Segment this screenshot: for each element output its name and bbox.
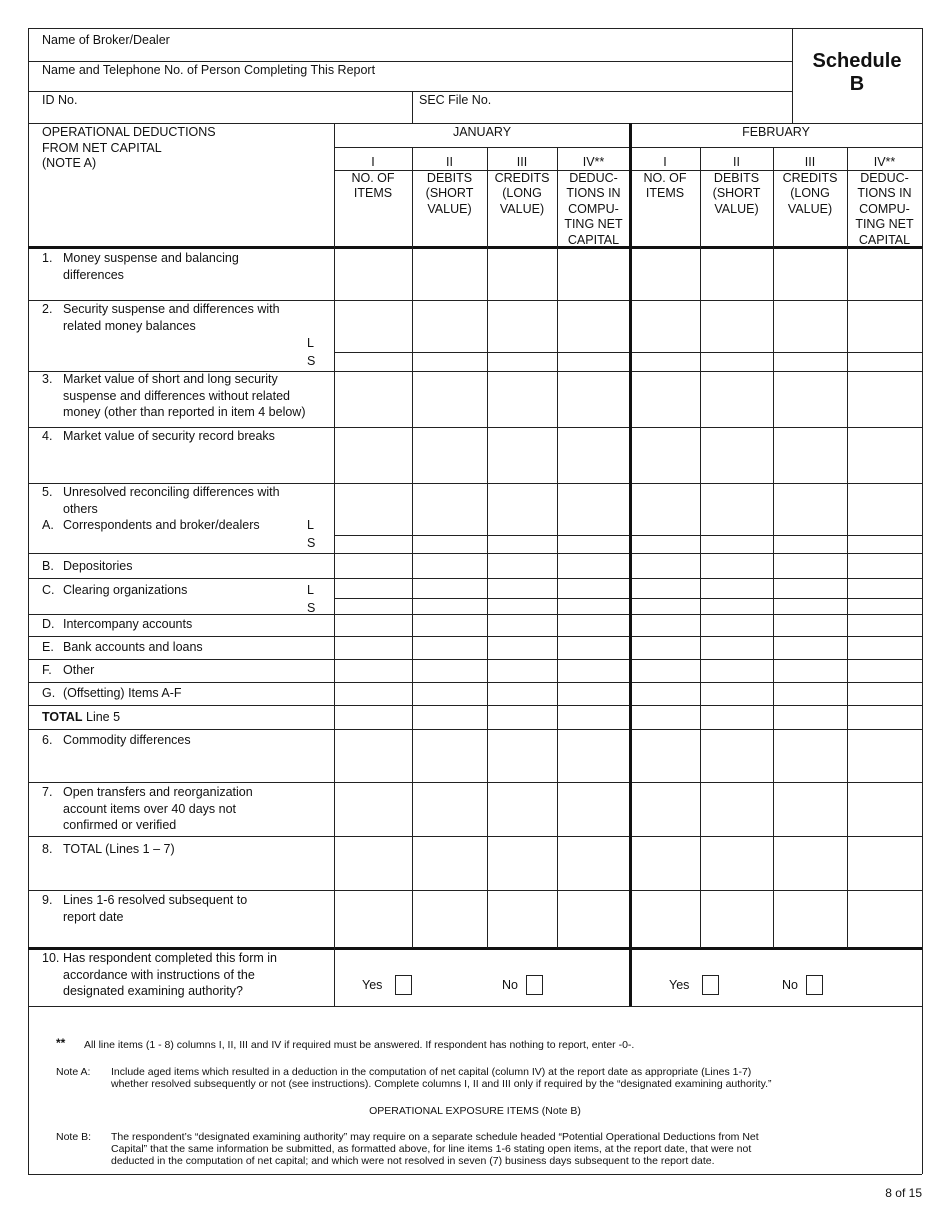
rule-line — [28, 705, 922, 706]
rule-line — [28, 682, 922, 683]
section-title-line: FROM NET CAPITAL — [42, 140, 162, 155]
schedule-title — [792, 50, 922, 96]
rule-line — [334, 123, 335, 1006]
column-header-line: DEDUC- — [569, 171, 618, 185]
column-header-line: VALUE) — [714, 201, 759, 216]
yes-checkbox-january[interactable] — [395, 975, 412, 995]
row-label-line: Security suspense and differences with — [63, 302, 280, 316]
row-label-line: account items over 40 days not — [63, 801, 237, 816]
rule-line — [28, 729, 922, 730]
row-label-line: money (other than reported in item 4 below) — [63, 405, 306, 420]
row-label-line: Money suspense and balancing — [63, 251, 239, 265]
row-label-line: report date — [63, 909, 124, 924]
column-header-line: NO. OF — [643, 171, 687, 185]
column-header-line: COMPU- — [568, 201, 619, 216]
column-header-line: (LONG — [502, 186, 542, 201]
rule-line — [28, 782, 922, 783]
rule-line — [412, 91, 413, 123]
column-numeral: IV** — [873, 155, 896, 169]
row-label-line: related money balances — [63, 318, 196, 333]
column-header-line: (SHORT — [712, 186, 761, 201]
page-number: 8 of 15 — [885, 1186, 922, 1200]
row-number: E. — [42, 640, 54, 654]
rule-line — [28, 636, 922, 637]
rule-line — [28, 1006, 922, 1007]
column-numeral: III — [804, 155, 816, 169]
row-number: 1. — [42, 251, 53, 265]
no-label-january: No — [502, 978, 518, 992]
row-label-line: others — [63, 501, 98, 516]
row-label-line: Intercompany accounts — [63, 617, 193, 631]
long-short-marker: S — [307, 600, 316, 615]
column-header-line: CREDITS — [782, 171, 838, 185]
rule-line — [487, 147, 488, 948]
broker-dealer-label: Name of Broker/Dealer — [42, 33, 170, 47]
row-label-line: (Offsetting) Items A-F — [63, 686, 182, 700]
rule-line — [28, 578, 922, 579]
person-completing-label: Name and Telephone No. of Person Completing This Report — [42, 63, 376, 77]
no-checkbox-february[interactable] — [806, 975, 823, 995]
schedule-letter: B — [849, 73, 865, 95]
row-number: G. — [42, 686, 56, 700]
row-number: 5. — [42, 485, 53, 499]
row-label-line: confirmed or verified — [63, 818, 177, 833]
column-header-line: DEDUC- — [860, 171, 909, 185]
row-label-line: Other — [63, 663, 95, 677]
long-short-marker: S — [307, 535, 316, 550]
rule-line — [28, 1174, 922, 1175]
column-header-line: CAPITAL — [858, 232, 911, 247]
column-header-line: NO. OF — [351, 171, 395, 185]
footnote-stars: ** — [56, 1036, 66, 1050]
row-label-line: designated examining authority? — [63, 984, 243, 999]
rule-line — [334, 170, 922, 171]
note-b-text-line: The respondent’s “designated examining authority” may require on a separate schedule headed “Potential Operational Deductions from Net — [111, 1131, 759, 1143]
column-numeral: IV** — [582, 155, 605, 169]
note-b-label: Note B: — [56, 1131, 92, 1143]
schedule-word: Schedule — [812, 50, 902, 72]
column-header-line: COMPU- — [859, 201, 910, 216]
month-february: FEBRUARY — [742, 125, 810, 139]
rule-line — [28, 553, 922, 554]
row-number: 3. — [42, 372, 53, 386]
rule-line — [557, 147, 558, 948]
row-label-line: Unresolved reconciling differences with — [63, 485, 280, 499]
column-header-line: VALUE) — [499, 201, 545, 216]
section-title-line: OPERATIONAL DEDUCTIONS — [42, 125, 216, 139]
note-a-label: Note A: — [56, 1066, 91, 1078]
note-a-text-line: whether resolved subsequently or not (see instructions). Complete columns I, II and III only if required by the “designated examining authority.” — [111, 1078, 772, 1090]
row-label-line: TOTAL (Lines 1 – 7) — [63, 842, 175, 856]
row-label-line: Market value of short and long security — [63, 372, 278, 386]
column-header-line: CREDITS — [494, 171, 550, 185]
rule-line — [28, 28, 922, 29]
row-label-line: differences — [63, 267, 124, 282]
column-header-line: DEBITS — [713, 171, 760, 185]
column-header-line: TING NET — [564, 217, 623, 232]
row-label-line: Market value of security record breaks — [63, 429, 275, 443]
row-number: F. — [42, 663, 52, 677]
rule-line — [773, 147, 774, 948]
month-january: JANUARY — [452, 125, 512, 139]
rule-line — [922, 28, 923, 1174]
row-number: 9. — [42, 893, 53, 907]
column-numeral: II — [446, 155, 453, 169]
column-header-line: DEBITS — [426, 171, 473, 185]
row-label-line: Has respondent completed this form in — [63, 951, 277, 965]
rule-line — [28, 91, 792, 92]
row-label-line: Commodity differences — [63, 733, 191, 747]
note-b-text-line: Capital” that the same information be submitted, as formatted above, for line items 1-6 stating open items, at the report date, that were not — [111, 1143, 752, 1155]
rule-line — [28, 28, 29, 1174]
row-number: C. — [42, 583, 55, 597]
row-number: 4. — [42, 429, 53, 443]
row-label-line: suspense and differences without related — [63, 388, 291, 403]
column-header-line: VALUE) — [787, 201, 833, 216]
rule-line — [28, 659, 922, 660]
rule-line — [700, 147, 701, 948]
column-numeral: II — [733, 155, 740, 169]
column-numeral: I — [371, 155, 375, 169]
no-checkbox-january[interactable] — [526, 975, 543, 995]
rule-line — [28, 836, 922, 837]
row-number: A. — [42, 518, 54, 532]
row-number: 8. — [42, 842, 53, 856]
column-header-line: TIONS IN — [566, 186, 621, 201]
id-number-label: ID No. — [42, 93, 78, 107]
rule-line — [334, 535, 922, 536]
column-header-line: (SHORT — [425, 186, 474, 201]
no-label-february: No — [782, 978, 798, 992]
column-header-line: (LONG — [790, 186, 830, 201]
row-label-line: Lines 1-6 resolved subsequent to — [63, 893, 248, 907]
row-label-line: accordance with instructions of the — [63, 967, 255, 982]
rule-line — [334, 147, 922, 148]
long-short-marker: L — [307, 518, 314, 532]
row-label-total-line-5 — [42, 709, 120, 726]
row-label-line: Bank accounts and loans — [63, 640, 203, 654]
total-rest-text: Line 5 — [82, 710, 121, 724]
rule-line — [847, 147, 848, 948]
footnote-stars-text: All line items (1 - 8) columns I, II, III and IV if required must be answered. If respondent has nothing to report, enter -0-. — [84, 1039, 635, 1051]
total-bold-word: TOTAL — [42, 710, 83, 724]
row-number: 6. — [42, 733, 53, 747]
long-short-marker: L — [307, 583, 314, 597]
column-header-line: VALUE) — [427, 201, 472, 216]
rule-line — [412, 147, 413, 948]
row-number: 2. — [42, 302, 53, 316]
sec-file-number-label: SEC File No. — [419, 93, 492, 107]
yes-label-february: Yes — [669, 978, 690, 992]
column-header-line: CAPITAL — [567, 232, 620, 247]
row-label-line: Clearing organizations — [63, 583, 188, 597]
row-label-line: Depositories — [63, 559, 133, 573]
yes-label-january: Yes — [362, 978, 383, 992]
column-numeral: III — [516, 155, 528, 169]
long-short-marker: L — [307, 336, 314, 350]
note-b-text-line: deducted in the computation of net capital; and which were not resolved in seven (7) business days subsequent to the report date. — [111, 1155, 715, 1167]
note-a-text-line: Include aged items which resulted in a deduction in the computation of net capital (column IV) at the report date as appropriate (Lines 1-7) — [111, 1066, 752, 1078]
rule-line — [28, 246, 922, 249]
section-title-line: (NOTE A) — [42, 156, 97, 170]
column-header-line: ITEMS — [645, 186, 685, 201]
rule-line — [28, 890, 922, 891]
column-header-line: ITEMS — [353, 186, 393, 201]
rule-line — [28, 614, 922, 615]
column-header-line: TING NET — [855, 217, 914, 232]
row-number: 10. — [42, 951, 60, 965]
long-short-marker: S — [307, 353, 316, 368]
exposure-title: OPERATIONAL EXPOSURE ITEMS (Note B) — [369, 1105, 581, 1117]
row-label-line: Correspondents and broker/dealers — [63, 518, 260, 532]
row-label-line: Open transfers and reorganization — [63, 785, 253, 799]
row-number: 7. — [42, 785, 53, 799]
rule-line — [334, 352, 922, 353]
yes-checkbox-february[interactable] — [702, 975, 719, 995]
column-numeral: I — [663, 155, 667, 169]
row-number: D. — [42, 617, 55, 631]
rule-line — [334, 598, 922, 599]
row-number: B. — [42, 559, 54, 573]
rule-line — [629, 123, 632, 1006]
column-header-line: TIONS IN — [857, 186, 912, 201]
